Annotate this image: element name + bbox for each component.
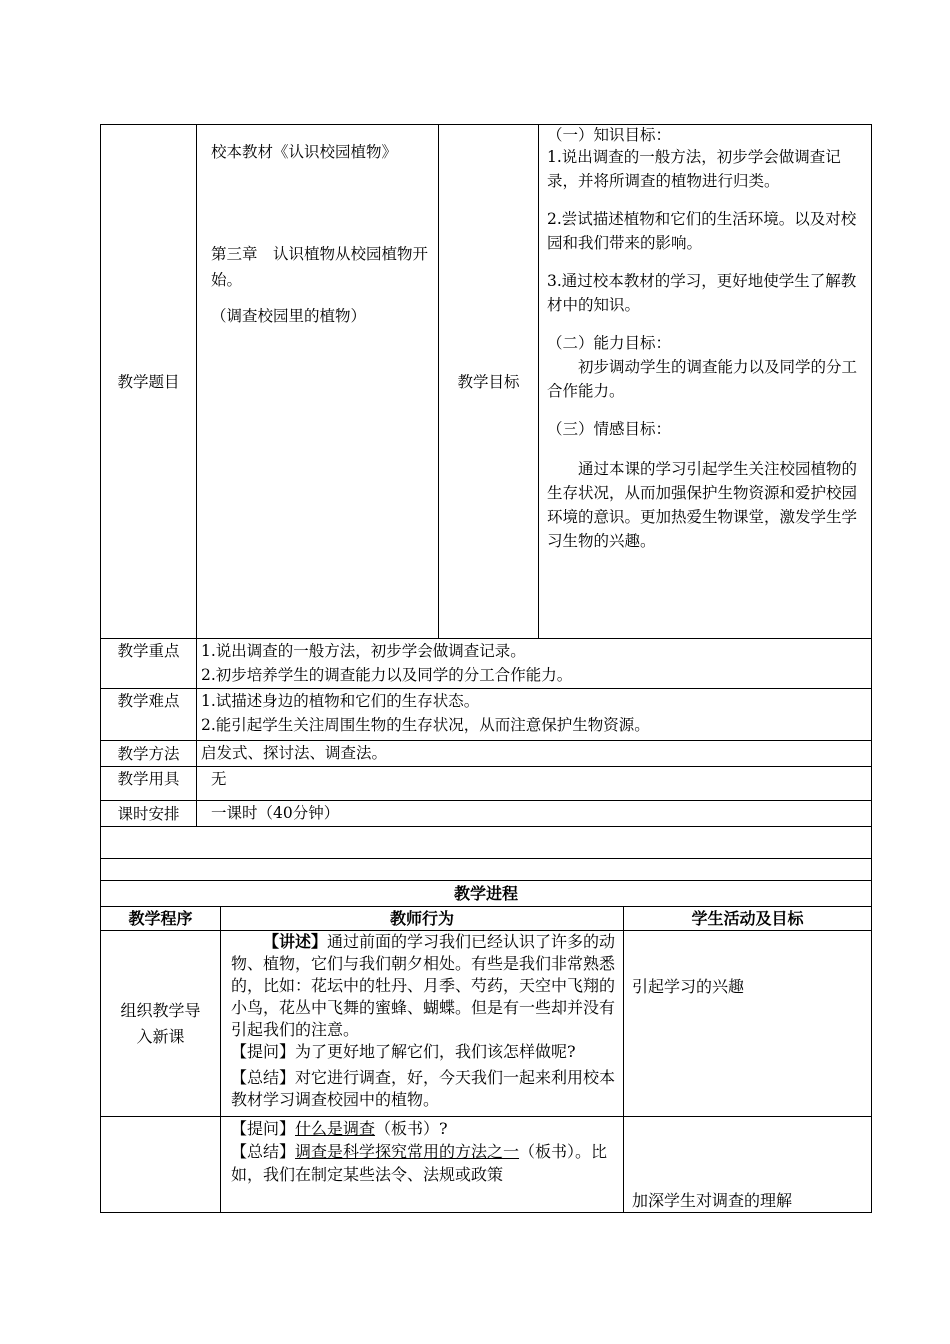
detail-table (100, 638, 872, 881)
lesson-subtitle: （调查校园里的植物） (211, 307, 367, 325)
column-header-step: 教学程序 (101, 907, 221, 931)
textbook-name: 校本教材《认识校园植物》 (211, 143, 398, 161)
tools-label: 教学用具 (101, 767, 197, 801)
teacher-actions-define (221, 1117, 624, 1213)
schedule-label: 课时安排 (101, 801, 197, 827)
student-goal-define: 加深学生对调查的理解 (624, 1117, 872, 1213)
knowledge-goal-3: 3.通过校本教材的学习，更好地使学生了解教材中的知识。 (547, 272, 857, 314)
ability-goal-1: 初步调动学生的调查能力以及同学的分工合作能力。 (547, 358, 858, 400)
chapter-title: 第三章 认识植物从校园植物开始。 (211, 245, 429, 289)
ability-goal-heading: （二）能力目标： (547, 334, 672, 352)
column-header-teacher: 教师行为 (221, 907, 624, 931)
emotion-goal-1: 通过本课的学习引起学生关注校园植物的生存状况，从而加强保护生物资源和爱护校园环境的意识。更加热爱生物课堂，激发学生学习生物的兴趣。 (547, 460, 858, 550)
goal-cell (539, 125, 872, 639)
summary-rest: （板书）。比如，我们在制定某些法令、法规或政策 (231, 1142, 608, 1184)
question-underlined: 什么是调查 (295, 1119, 376, 1138)
key-point-1: 1.说出调查的一般方法，初步学会做调查记录。 (201, 642, 526, 660)
teacher-summary (231, 1067, 617, 1111)
column-header-student: 学生活动及目标 (624, 907, 872, 931)
difficulty-cell (197, 689, 872, 741)
key-points-label: 教学重点 (101, 639, 197, 689)
knowledge-goal-heading: （一）知识目标： (547, 126, 672, 144)
step-intro: 组织教学导入新课 (101, 931, 221, 1117)
tools-value: 无 (197, 767, 872, 801)
info-table (100, 124, 872, 639)
student-goal-intro: 引起学习的兴趣 (624, 931, 872, 1117)
knowledge-goal-1: 1.说出调查的一般方法，初步学会做调查记录，并将所调查的植物进行归类。 (547, 148, 841, 190)
teacher-question (231, 1041, 617, 1063)
goal-label: 教学目标 (439, 125, 539, 639)
key-points-cell (197, 639, 872, 689)
schedule-value: 一课时（40分钟） (197, 801, 872, 827)
method-label: 教学方法 (101, 741, 197, 767)
difficulty-2: 2.能引起学生关注周围生物的生存状况，从而注意保护生物资源。 (201, 716, 650, 734)
tag-narrate: 【讲述】 (263, 932, 328, 951)
title-label: 教学题目 (101, 125, 197, 639)
lesson-plan (100, 124, 871, 1213)
question-text: 为了更好地了解它们，我们该怎样做呢? (295, 1042, 576, 1061)
emotion-goal-heading: （三）情感目标： (547, 420, 672, 438)
difficulty-label: 教学难点 (101, 689, 197, 741)
method-value: 启发式、探讨法、调查法。 (197, 741, 872, 767)
title-cell (197, 125, 439, 639)
question-rest: （板书）? (375, 1119, 448, 1138)
summary-text: 对它进行调查，好，今天我们一起来利用校本教材学习调查校园中的植物。 (231, 1068, 616, 1109)
blank-row (101, 859, 872, 881)
difficulty-1: 1.试描述身边的植物和它们的生存状态。 (201, 692, 480, 710)
knowledge-goal-2: 2.尝试描述植物和它们的生活环境。以及对校园和我们带来的影响。 (547, 210, 857, 252)
tag-question-2: 【提问】 (231, 1119, 296, 1138)
process-title: 教学进程 (101, 881, 872, 907)
narration-text: 通过前面的学习我们已经认识了许多的动物、植物，它们与我们朝夕相处。有些是我们非常熟悉的，比如：花坛中的牡丹、月季、芍药，天空中飞翔的小鸟，花丛中飞舞的蜜蜂、蝴蝶。但是有一些却并没有引起我们的注意。 (231, 932, 616, 1039)
key-point-2: 2.初步培养学生的调查能力以及同学的分工合作能力。 (201, 666, 573, 684)
summary-underlined: 调查是科学探究常用的方法之一 (295, 1142, 520, 1161)
tag-question: 【提问】 (231, 1042, 296, 1061)
teacher-narration (231, 931, 617, 1041)
teacher-actions-intro (221, 931, 624, 1117)
process-table (100, 880, 872, 1213)
teacher-question-2 (231, 1117, 617, 1140)
teacher-summary-2 (231, 1140, 617, 1186)
step-empty (101, 1117, 221, 1213)
tag-summary: 【总结】 (231, 1068, 296, 1087)
blank-row (101, 827, 872, 859)
tag-summary-2: 【总结】 (231, 1142, 296, 1161)
